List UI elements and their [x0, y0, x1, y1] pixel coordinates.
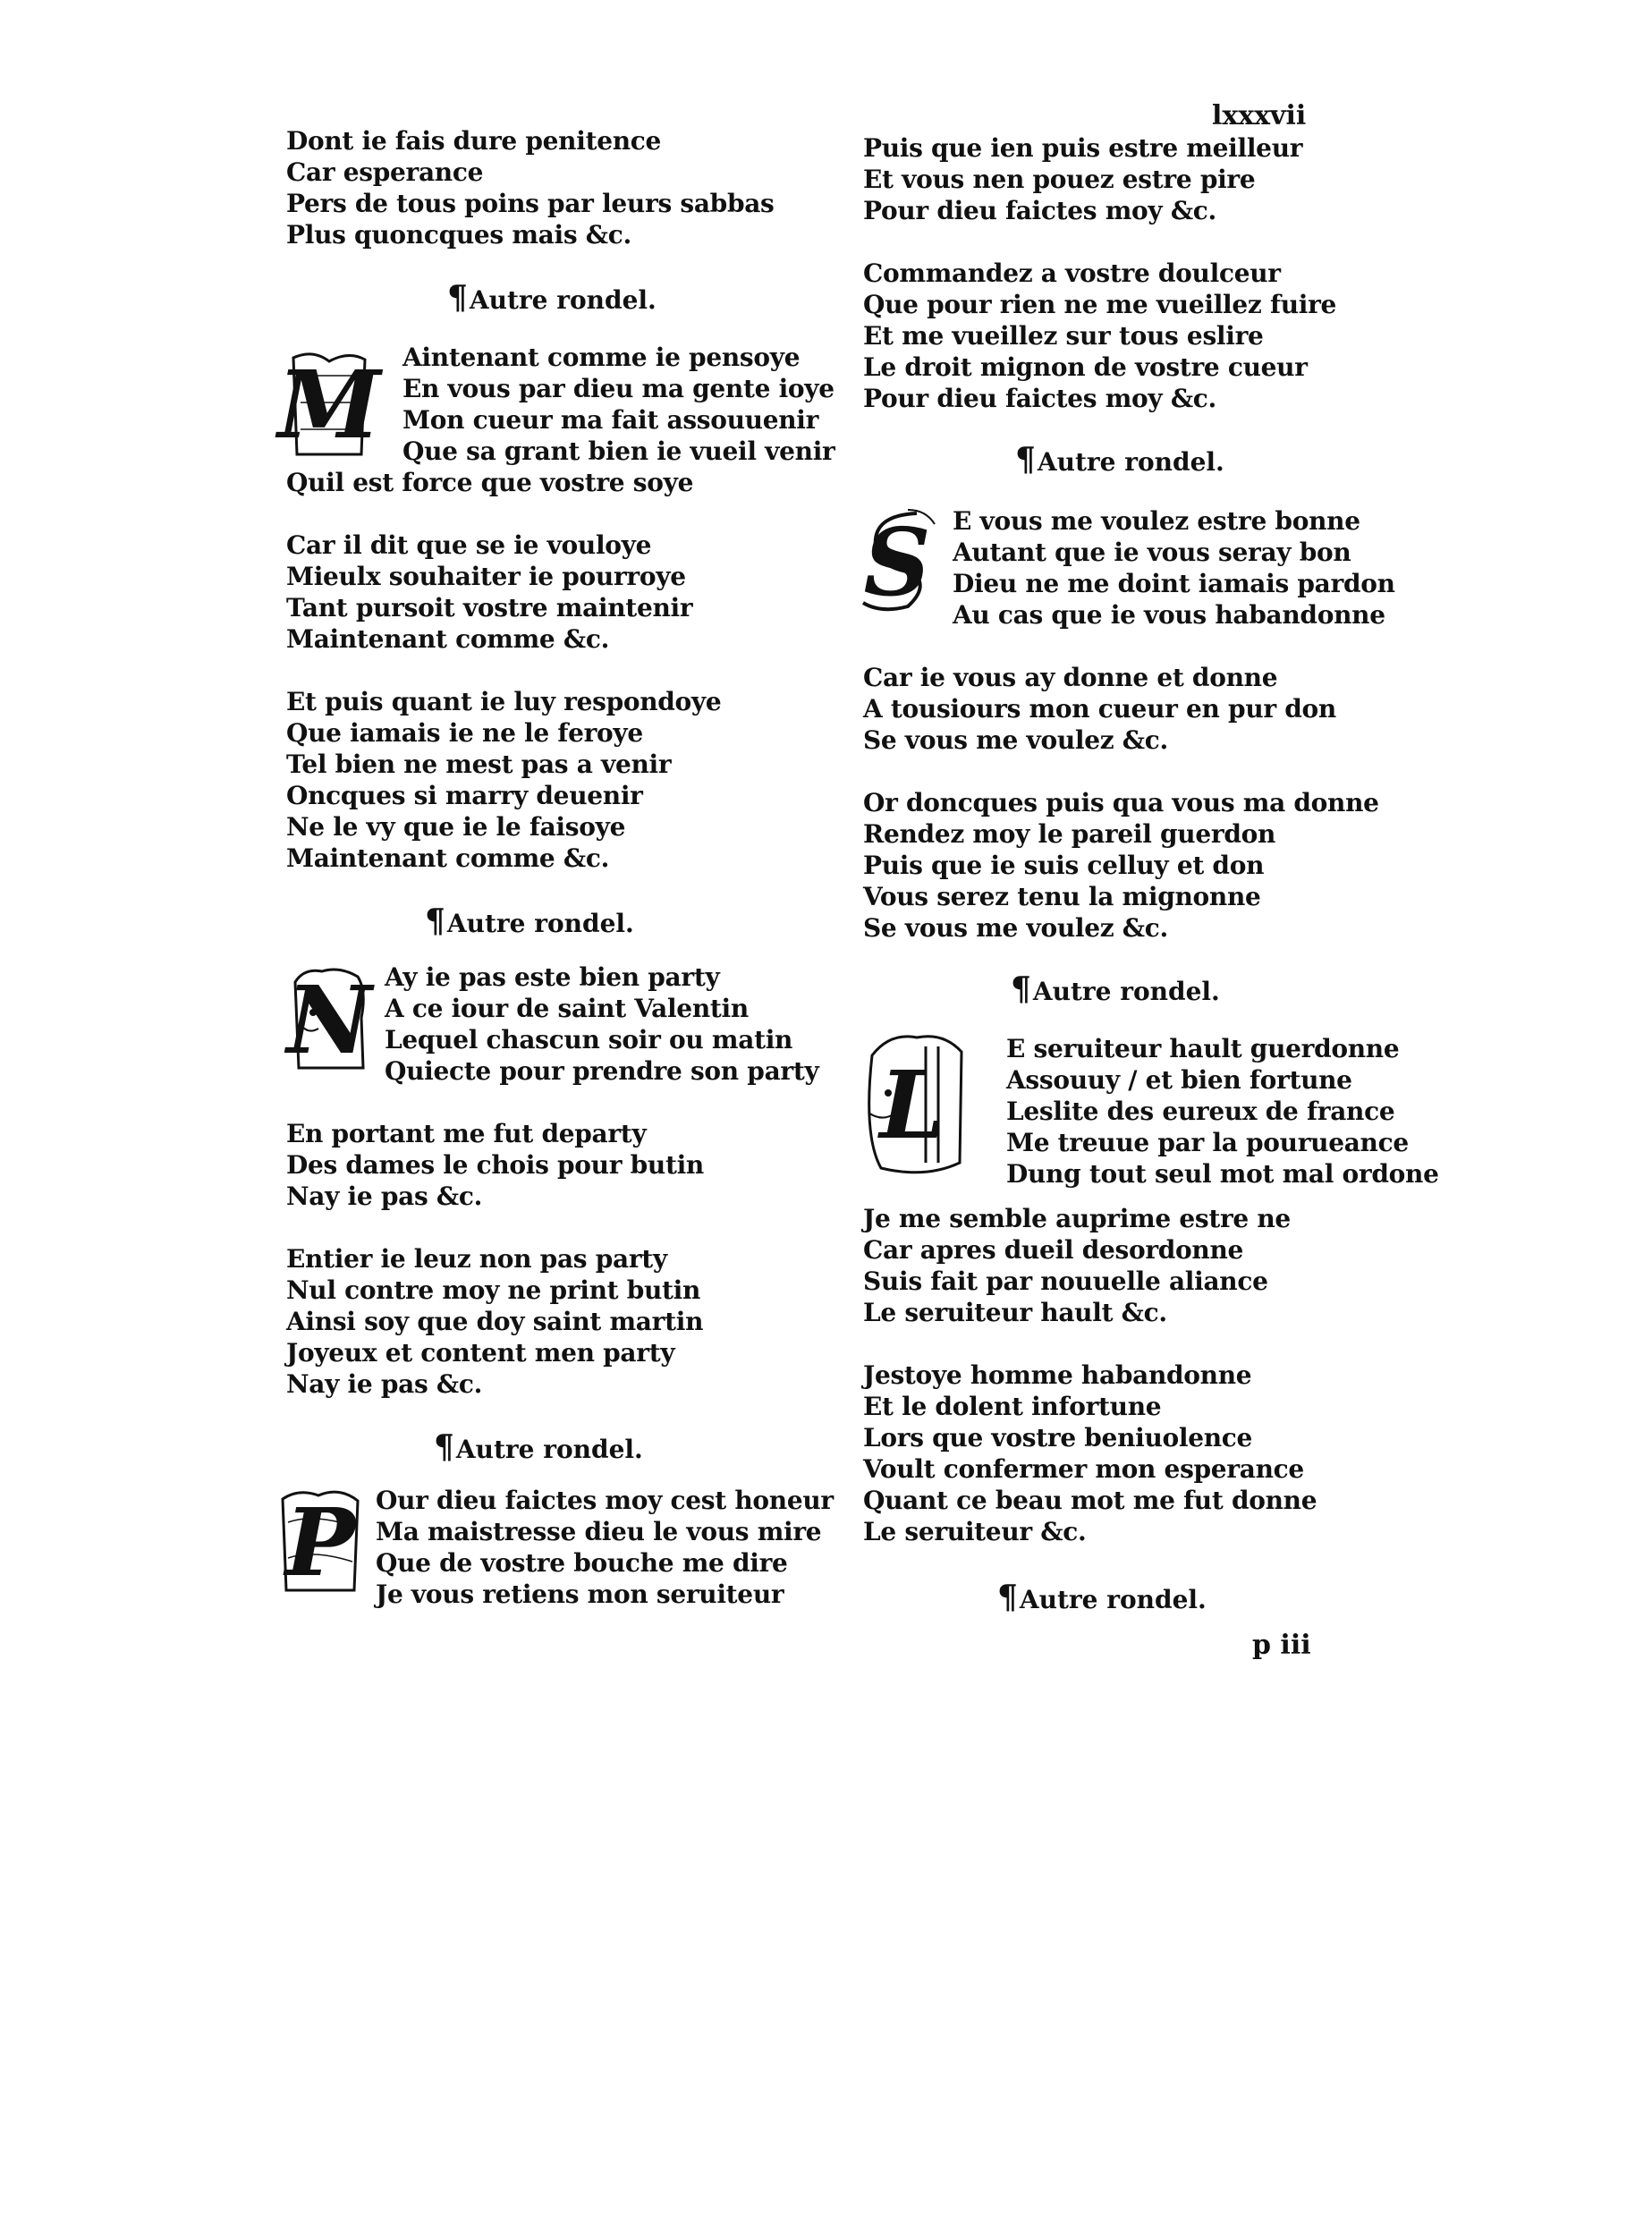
pilcrow-icon: ¶ — [425, 902, 445, 940]
verse-line: Des dames le chois pour butin — [286, 1150, 704, 1180]
rondel-heading: ¶Autre rondel. — [997, 1579, 1207, 1616]
verse-line: Oncques si marry deuenir — [286, 781, 643, 810]
drop-cap-initial: M — [277, 349, 381, 460]
verse-line: Tant pursoit vostre maintenir — [286, 593, 693, 623]
verse-line: Au cas que ie vous habandonne — [953, 600, 1385, 630]
verse-line: Quant ce beau mot me fut donne — [863, 1486, 1317, 1515]
verse-line: Je me semble auprime estre ne — [863, 1204, 1291, 1233]
verse-line: Maintenant comme &c. — [286, 843, 610, 873]
verse-line: Entier ie leuz non pas party — [286, 1244, 667, 1274]
verse-line: E seruiteur hault guerdonne — [1006, 1034, 1400, 1063]
verse-line: Me treuue par la pourueance — [1006, 1128, 1409, 1157]
pilcrow-icon: ¶ — [447, 279, 468, 317]
verse-line: Commandez a vostre doulceur — [863, 258, 1281, 288]
drop-cap-initial: L — [845, 1029, 979, 1181]
verse-line: Puis que ie suis celluy et don — [863, 851, 1265, 880]
verse-line: Assouuy / et bien fortune — [1006, 1065, 1352, 1095]
verse-line: Car apres dueil desordonne — [863, 1235, 1244, 1265]
verse-line: Voult confermer mon esperance — [863, 1454, 1304, 1484]
verse-line: Et puis quant ie luy respondoye — [286, 687, 722, 716]
rondel-heading: ¶Autre rondel. — [425, 902, 634, 940]
verse-line: Puis que ien puis estre meilleur — [863, 133, 1303, 163]
verse-line: Pers de tous poins par leurs sabbas — [286, 189, 775, 218]
drop-cap-initial: P — [277, 1486, 363, 1597]
verse-line: Quiecte pour prendre son party — [385, 1056, 819, 1086]
verse-line: Que iamais ie ne le feroye — [286, 718, 643, 748]
pilcrow-icon: ¶ — [1011, 970, 1031, 1008]
verse-line: Dont ie fais dure penitence — [286, 126, 662, 156]
verse-line: Car esperance — [286, 157, 484, 187]
verse-line: A ce iour de saint Valentin — [385, 994, 749, 1023]
rondel-heading: ¶Autre rondel. — [1011, 970, 1220, 1008]
verse-line: En portant me fut departy — [286, 1119, 647, 1148]
verse-line: Mon cueur ma fait assouuenir — [402, 405, 819, 435]
verse-line: Our dieu faictes moy cest honeur — [376, 1486, 834, 1515]
rondel-heading: ¶Autre rondel. — [1015, 441, 1224, 479]
verse-line: Que pour rien ne me vueillez fuire — [863, 290, 1337, 319]
verse-line: Que sa grant bien ie vueil venir — [402, 436, 835, 466]
verse-line: Se vous me voulez &c. — [863, 725, 1168, 755]
verse-line: Autant que ie vous seray bon — [953, 538, 1351, 567]
folio-number: lxxxvii — [1212, 100, 1307, 131]
verse-line: En vous par dieu ma gente ioye — [402, 374, 834, 403]
drop-cap-initial: N — [286, 964, 372, 1075]
verse-line: Le droit mignon de vostre cueur — [863, 352, 1308, 382]
rondel-heading: ¶Autre rondel. — [447, 279, 657, 317]
verse-line: Dieu ne me doint iamais pardon — [953, 569, 1395, 598]
verse-line: Quil est force que vostre soye — [286, 468, 694, 497]
verse-line: Plus quoncques mais &c. — [286, 220, 631, 250]
verse-line: Ainsi soy que doy saint martin — [286, 1307, 704, 1336]
verse-line: Que de vostre bouche me dire — [376, 1548, 788, 1578]
verse-line: Lors que vostre beniuolence — [863, 1423, 1253, 1453]
verse-line: Je vous retiens mon seruiteur — [376, 1580, 784, 1609]
verse-line: A tousiours mon cueur en pur don — [863, 694, 1336, 724]
rondel-heading: ¶Autre rondel. — [434, 1428, 643, 1466]
verse-line: Le seruiteur hault &c. — [863, 1298, 1167, 1327]
verse-line: Aintenant comme ie pensoye — [402, 343, 801, 372]
verse-line: Et me vueillez sur tous eslire — [863, 321, 1264, 351]
verse-line: Pour dieu faictes moy &c. — [863, 384, 1217, 413]
verse-line: Le seruiteur &c. — [863, 1517, 1087, 1546]
verse-line: Or doncques puis qua vous ma donne — [863, 788, 1379, 817]
verse-line: Joyeux et content men party — [286, 1338, 675, 1368]
verse-line: Nul contre moy ne print butin — [286, 1275, 701, 1305]
verse-line: Vous serez tenu la mignonne — [863, 882, 1261, 911]
verse-line: Car il dit que se ie vouloye — [286, 530, 652, 560]
verse-line: Lequel chascun soir ou matin — [385, 1025, 793, 1054]
verse-line: Rendez moy le pareil guerdon — [863, 819, 1276, 849]
verse-line: Et le dolent infortune — [863, 1392, 1162, 1421]
verse-line: Mieulx souhaiter ie pourroye — [286, 562, 686, 591]
signature-mark: p iii — [1252, 1630, 1311, 1661]
verse-line: Nay ie pas &c. — [286, 1182, 483, 1211]
pilcrow-icon: ¶ — [1015, 441, 1036, 479]
verse-line: Car ie vous ay donne et donne — [863, 663, 1278, 692]
verse-line: Nay ie pas &c. — [286, 1369, 483, 1399]
verse-line: Et vous nen pouez estre pire — [863, 165, 1256, 194]
verse-line: Leslite des eureux de france — [1006, 1097, 1395, 1126]
drop-cap-initial: S — [854, 506, 940, 617]
pilcrow-icon: ¶ — [997, 1579, 1018, 1616]
verse-line: Pour dieu faictes moy &c. — [863, 196, 1217, 225]
verse-line: Tel bien ne mest pas a venir — [286, 750, 672, 779]
pilcrow-icon: ¶ — [434, 1428, 454, 1466]
verse-line: Ma maistresse dieu le vous mire — [376, 1517, 822, 1546]
verse-line: Suis fait par nouuelle aliance — [863, 1266, 1268, 1296]
verse-line: Ay ie pas este bien party — [385, 962, 720, 992]
verse-line: Jestoye homme habandonne — [863, 1360, 1252, 1390]
verse-line: E vous me voulez estre bonne — [953, 506, 1360, 536]
verse-line: Ne le vy que ie le faisoye — [286, 812, 626, 842]
verse-line: Se vous me voulez &c. — [863, 913, 1168, 943]
verse-line: Dung tout seul mot mal ordone — [1006, 1159, 1439, 1189]
verse-line: Maintenant comme &c. — [286, 624, 610, 654]
